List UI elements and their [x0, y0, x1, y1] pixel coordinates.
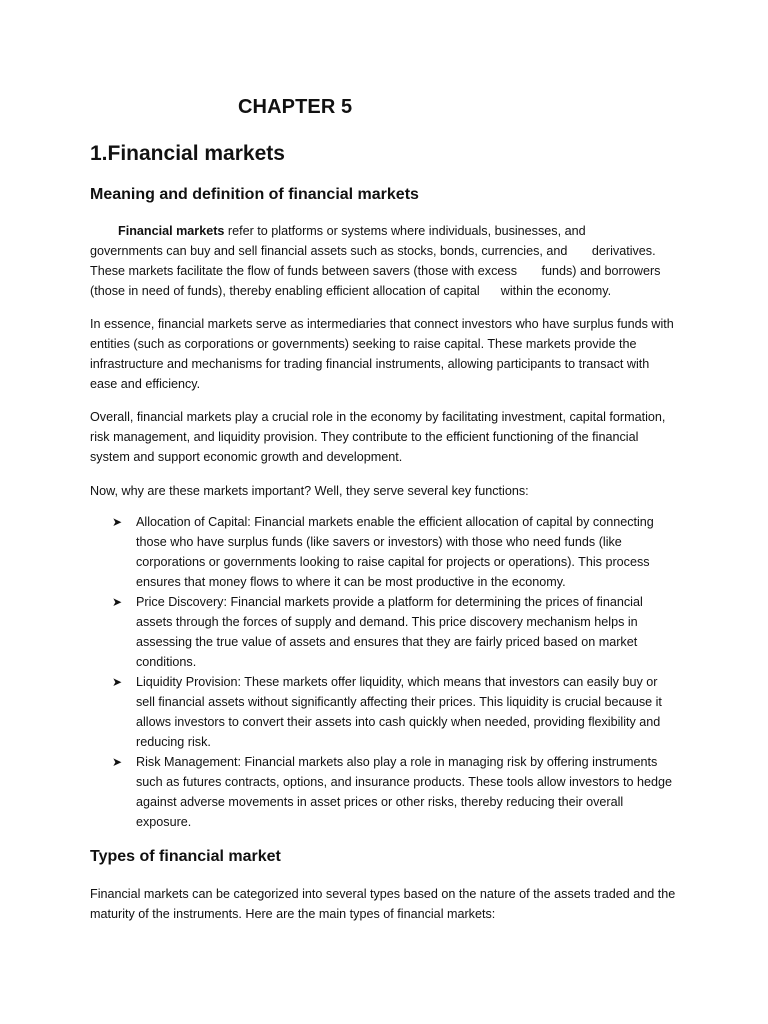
paragraph-line: maturity of the instruments. Here are the main types of financial markets: — [90, 907, 496, 921]
paragraph-line: ease and efficiency. — [90, 377, 201, 391]
paragraph-line: infrastructure and mechanisms for trading financial instruments, allowing participants to transact with — [90, 357, 650, 371]
arrowhead-bullet-icon: ➤ — [112, 755, 123, 769]
paragraph-line: (those in need of funds), thereby enabling efficient allocation of capital within the economy. — [90, 284, 612, 298]
paragraph-overall — [90, 407, 690, 467]
paragraph-line: system and support economic growth and development. — [90, 450, 403, 464]
paragraph-line: entities (such as corporations or governments) seeking to raise capital. These markets provide the — [90, 337, 637, 351]
paragraph-definition — [90, 221, 690, 301]
section-title: 1.Financial markets — [90, 142, 285, 165]
paragraph-essence — [90, 314, 690, 394]
paragraph-importance — [90, 481, 690, 501]
bold-term: Financial markets — [118, 224, 225, 238]
paragraph-line: governments can buy and sell financial assets such as stocks, bonds, currencies, and derivatives. — [90, 244, 656, 258]
paragraph-line: Now, why are these markets important? Well, they serve several key functions: — [90, 484, 529, 498]
paragraph-line — [90, 221, 690, 241]
list-item: ➤ Price Discovery: Financial markets provide a platform for determining the prices of financial assets through the forces of supply and demand. This price discovery mechanism helps in assessing the true value of assets and ensures that they are fairly priced based on market conditions. — [112, 592, 692, 672]
paragraph-line: Financial markets can be categorized into several types based on the nature of the assets traded and the — [90, 887, 676, 901]
subheading-meaning: Meaning and definition of financial markets — [90, 186, 419, 203]
paragraph-types — [90, 884, 690, 924]
functions-list — [112, 512, 692, 832]
list-item: ➤ Liquidity Provision: These markets offer liquidity, which means that investors can easily buy or sell financial assets without significantly affecting their prices. This liquidity is crucial because it allows investors to convert their assets into cash quickly when needed, providing flexibility and reducing risk. — [112, 672, 692, 752]
list-item: ➤ Risk Management: Financial markets also play a role in managing risk by offering instruments such as futures contracts, options, and insurance products. These tools allow investors to hedge against adverse movements in asset prices or other risks, thereby reducing their overall exposure. — [112, 752, 692, 832]
line-text: refer to platforms or systems where individuals, businesses, and — [224, 224, 586, 238]
arrowhead-bullet-icon: ➤ — [112, 515, 123, 529]
subheading-types: Types of financial market — [90, 848, 281, 865]
arrowhead-bullet-icon: ➤ — [112, 675, 123, 689]
paragraph-line: In essence, financial markets serve as intermediaries that connect investors who have surplus funds with — [90, 317, 674, 331]
paragraph-line: These markets facilitate the flow of funds between savers (those with excess funds) and borrowers — [90, 264, 661, 278]
paragraph-line: risk management, and liquidity provision. They contribute to the efficient functioning of the financial — [90, 430, 639, 444]
arrowhead-bullet-icon: ➤ — [112, 595, 123, 609]
paragraph-line: Overall, financial markets play a crucial role in the economy by facilitating investment, capital formation, — [90, 410, 666, 424]
list-item: ➤ Allocation of Capital: Financial markets enable the efficient allocation of capital by connecting those who have surplus funds (like savers or investors) with those who need funds (like corporations or governments looking to raise capital for projects or operations). This process ensures that money flows to where it can be most productive in the economy. — [112, 512, 692, 592]
chapter-title: CHAPTER 5 — [238, 96, 353, 118]
